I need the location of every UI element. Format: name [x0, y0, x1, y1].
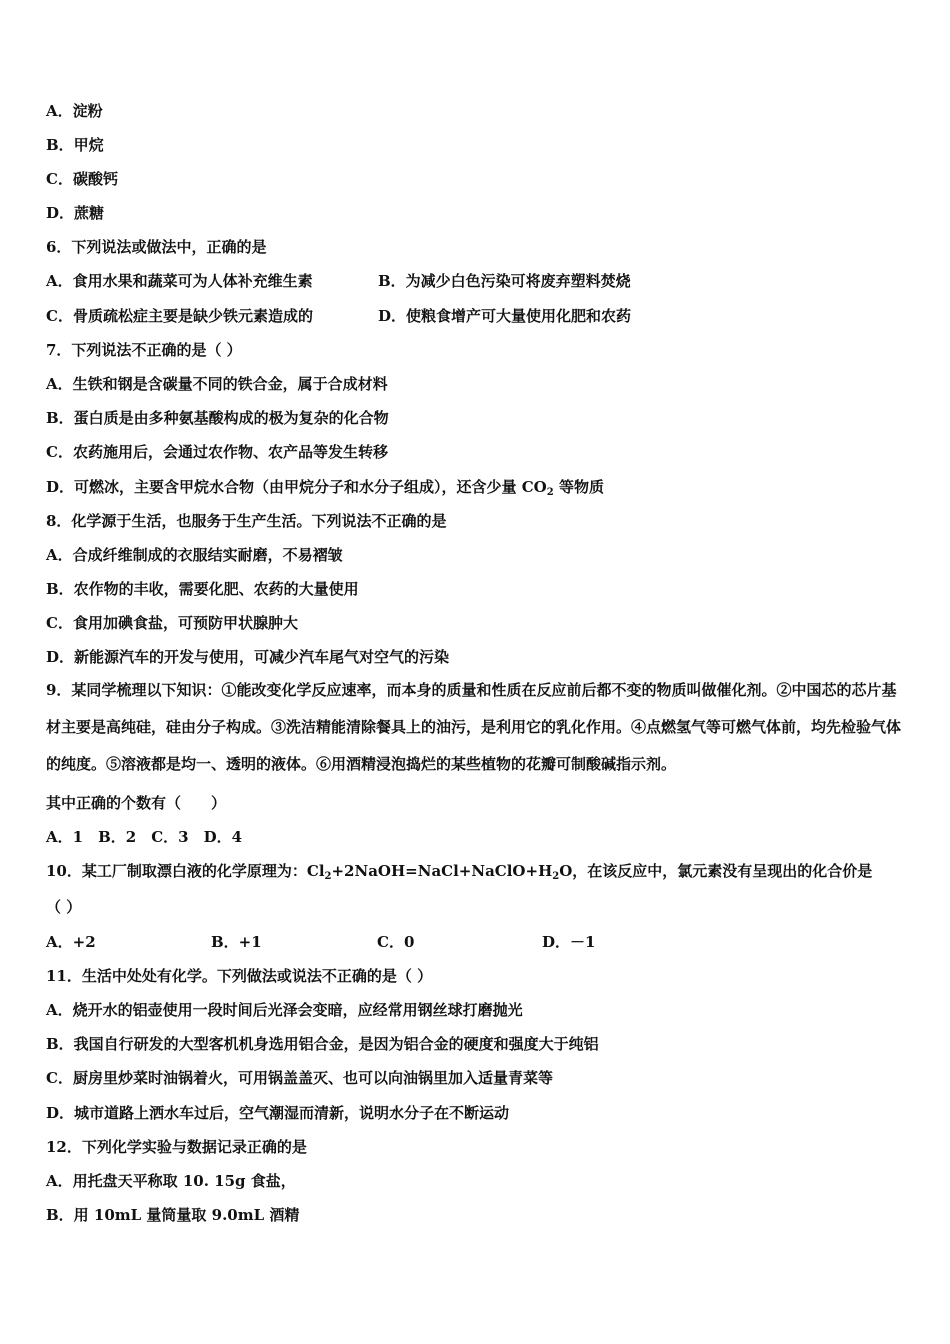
q7-option-d — [46, 477, 604, 497]
q8-option-c: C．食用加碘食盐，可预防甲状腺肿大 — [46, 614, 298, 632]
q10-equation: +2NaOH=NaCl+NaClO+H — [331, 862, 553, 880]
q6-option-c: C．骨质疏松症主要是缺少铁元素造成的 — [46, 307, 313, 325]
q10-paren: （ ） — [46, 898, 82, 916]
q8-option-d: D．新能源汽车的开发与使用，可减少汽车尾气对空气的污染 — [46, 648, 450, 666]
q5-option-b: B．甲烷 — [46, 136, 104, 154]
q7-option-d-tail: 等物质 — [553, 478, 604, 496]
q10-subscript-1: 2 — [324, 871, 332, 882]
q10-option-c: C．0 — [377, 933, 415, 951]
q8-option-b: B．农作物的丰收，需要化肥、农药的大量使用 — [46, 580, 359, 598]
q6-option-b: B．为减少白色污染可将废弃塑料焚烧 — [378, 272, 631, 290]
q10-subscript-2: 2 — [552, 871, 560, 882]
q7-option-a: A．生铁和钢是含碳量不同的铁合金，属于合成材料 — [46, 375, 388, 393]
q9-stem: 9．某同学梳理以下知识：①能改变化学反应速率，而本身的质量和性质在反应前后都不变的物质叫做催化剂。②中国芯的芯片基材主要是高纯硅，硅由分子构成。③洗洁精能清除餐具上的油污，是利用它的乳化作用。④点燃氢气等可燃气体前，均先检验气体的纯度。⑤溶液都是均一、透明的液体。⑥用酒精浸泡捣烂的某些植物的花瓣可制酸碱指示剂。 — [46, 681, 902, 773]
q7-option-b: B．蛋白质是由多种氨基酸构成的极为复杂的化合物 — [46, 409, 389, 427]
q7-option-d-text: D．可燃冰，主要含甲烷水合物（由甲烷分子和水分子组成），还含少量 CO — [46, 478, 547, 496]
q11-option-b: B．我国自行研发的大型客机机身选用铝合金，是因为铝合金的硬度和强度大于纯铝 — [46, 1035, 599, 1053]
q12-option-a: A．用托盘天平称取 10. 15g 食盐， — [46, 1172, 296, 1190]
q5-option-c: C．碳酸钙 — [46, 170, 118, 188]
q11-option-c: C．厨房里炒菜时油锅着火，可用锅盖盖灭、也可以向油锅里加入适量青菜等 — [46, 1069, 553, 1087]
q10-option-a: A．+2 — [46, 933, 96, 951]
q5-option-d: D．蔗糖 — [46, 204, 105, 222]
q6-option-a: A．食用水果和蔬菜可为人体补充维生素 — [46, 272, 313, 290]
q9-question: 其中正确的个数有（ ） — [46, 794, 227, 812]
q10-stem-text: 10．某工厂制取漂白液的化学原理为：Cl — [46, 862, 325, 880]
q5-option-a: A．淀粉 — [46, 102, 103, 120]
q10-option-d: D．－1 — [542, 933, 596, 951]
q8-option-a: A．合成纤维制成的衣服结实耐磨，不易褶皱 — [46, 546, 343, 564]
q10-stem — [46, 861, 872, 881]
q6-option-d: D．使粮食增产可大量使用化肥和农药 — [378, 307, 632, 325]
q12-option-b: B．用 10mL 量筒量取 9.0mL 酒精 — [46, 1206, 300, 1224]
q12-stem: 12．下列化学实验与数据记录正确的是 — [46, 1138, 307, 1156]
q6-stem: 6．下列说法或做法中，正确的是 — [46, 238, 267, 256]
q7-option-c: C．农药施用后，会通过农作物、农产品等发生转移 — [46, 443, 388, 461]
q9-options: A．1 B．2 C．3 D．4 — [46, 828, 243, 846]
q7-stem: 7．下列说法不正确的是（ ） — [46, 341, 242, 359]
q11-option-d: D．城市道路上洒水车过后，空气潮湿而清新，说明水分子在不断运动 — [46, 1104, 510, 1122]
q8-stem: 8．化学源于生活，也服务于生产生活。下列说法不正确的是 — [46, 512, 447, 530]
q10-option-b: B．+1 — [211, 933, 262, 951]
q10-stem-tail: O，在该反应中，氯元素没有呈现出的化合价是 — [559, 862, 873, 880]
q11-stem: 11．生活中处处有化学。下列做法或说法不正确的是（ ） — [46, 967, 433, 985]
q11-option-a: A．烧开水的铝壶使用一段时间后光泽会变暗，应经常用钢丝球打磨抛光 — [46, 1001, 523, 1019]
q7-subscript: 2 — [546, 487, 554, 498]
